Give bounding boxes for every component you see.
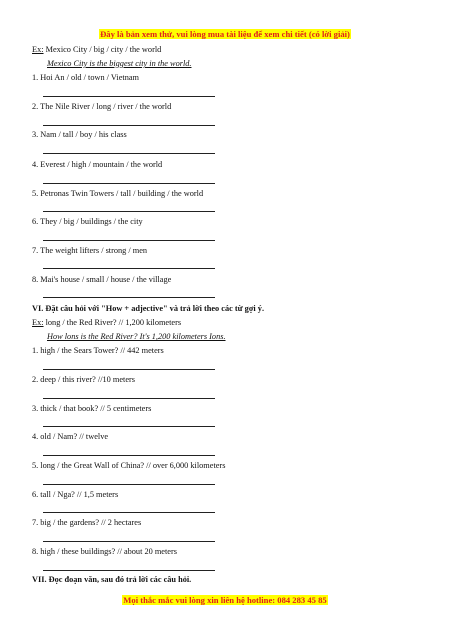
exercise-item: 2. The Nile River / long / river / the world bbox=[32, 102, 172, 111]
exercise-item: 4. old / Nam? // twelve bbox=[32, 432, 109, 441]
part5-example bbox=[32, 45, 161, 55]
footer-banner-text: Mọi thắc mắc vui lòng xin liên hệ hotline: 084 283 45 85 bbox=[123, 595, 327, 605]
answer-line[interactable] bbox=[43, 240, 215, 241]
example-label: Ex: bbox=[32, 45, 44, 54]
part5-example-answer: Mexico City is the biggest city in the world. bbox=[47, 59, 192, 68]
exercise-item: 1. high / the Sears Tower? // 442 meters bbox=[32, 346, 164, 355]
header-banner-text: Đây là bản xem thử, vui lòng mua tài liệu để xem chi tiết (có lời giải) bbox=[100, 29, 350, 39]
example-label: Ex: bbox=[32, 318, 44, 327]
answer-line[interactable] bbox=[43, 541, 215, 542]
answer-line[interactable] bbox=[43, 183, 215, 184]
exercise-item: 6. They / big / buildings / the city bbox=[32, 217, 143, 226]
exercise-item: 8. high / these buildings? // about 20 meters bbox=[32, 547, 177, 556]
answer-line[interactable] bbox=[43, 512, 215, 513]
answer-line[interactable] bbox=[43, 570, 215, 571]
part6-example bbox=[32, 318, 181, 328]
exercise-item: 3. Nam / tall / boy / his class bbox=[32, 130, 127, 139]
example-prompt: long / the Red River? // 1,200 kilometers bbox=[43, 318, 182, 327]
header-banner bbox=[0, 29, 450, 39]
section-heading-vi: VI. Đặt câu hỏi với "How + adjective" và trả lời theo các từ gợi ý. bbox=[32, 304, 265, 313]
exercise-item: 7. The weight lifters / strong / men bbox=[32, 246, 148, 255]
exercise-item: 4. Everest / high / mountain / the world bbox=[32, 160, 163, 169]
answer-line[interactable] bbox=[43, 369, 215, 370]
answer-line[interactable] bbox=[43, 211, 215, 212]
answer-line[interactable] bbox=[43, 96, 215, 97]
answer-line[interactable] bbox=[43, 398, 215, 399]
section-heading-vii: VII. Đọc đoạn văn, sau đó trả lời các câu hỏi. bbox=[32, 575, 192, 584]
answer-line[interactable] bbox=[43, 125, 215, 126]
exercise-item: 7. big / the gardens? // 2 hectares bbox=[32, 518, 142, 527]
answer-line[interactable] bbox=[43, 268, 215, 269]
part6-example-answer: How lons is the Red River? It's 1,200 kilometers Ions. bbox=[47, 332, 226, 341]
answer-line[interactable] bbox=[43, 484, 215, 485]
example-prompt: Mexico City / big / city / the world bbox=[43, 45, 162, 54]
exercise-item: 5. long / the Great Wall of China? // over 6,000 kilometers bbox=[32, 461, 226, 470]
answer-line[interactable] bbox=[43, 153, 215, 154]
answer-line[interactable] bbox=[43, 297, 215, 298]
exercise-item: 3. thick / that book? // 5 centimeters bbox=[32, 404, 152, 413]
answer-line[interactable] bbox=[43, 426, 215, 427]
exercise-item: 1. Hoi An / old / town / Vietnam bbox=[32, 73, 139, 82]
exercise-item: 8. Mai's house / small / house / the village bbox=[32, 275, 172, 284]
exercise-item: 6. tall / Nga? // 1,5 meters bbox=[32, 490, 119, 499]
exercise-item: 2. deep / this river? //10 meters bbox=[32, 375, 135, 384]
footer-banner bbox=[0, 595, 450, 605]
exercise-item: 5. Petronas Twin Towers / tall / building / the world bbox=[32, 189, 204, 198]
answer-line[interactable] bbox=[43, 455, 215, 456]
